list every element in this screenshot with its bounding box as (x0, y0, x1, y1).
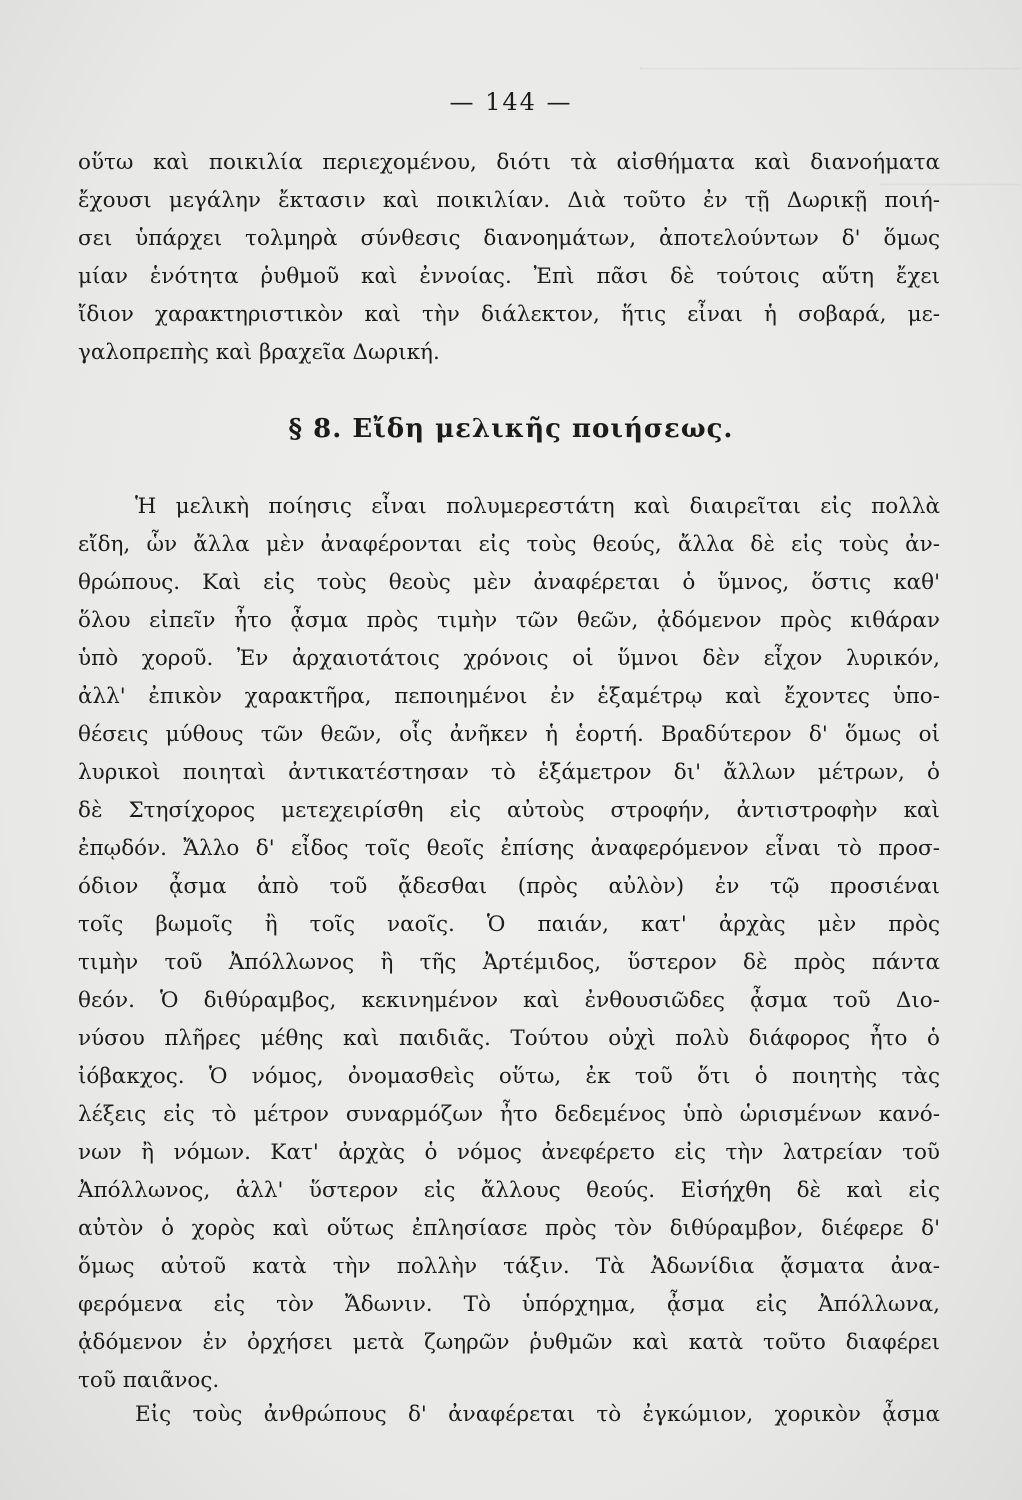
text-line: οὕτω καὶ ποικιλία περιεχομένου, διότι τὰ αἰσθήματα καὶ διανοήματα (78, 150, 940, 175)
text-line: θέσεις μύθους τῶν θεῶν, οἷς ἀνῆκεν ἡ ἑορτή. Βραδύτερον δ' ὅμως οἱ (78, 722, 940, 747)
text-line: φερόμενα εἰς τὸν Ἄδωνιν. Τὸ ὑπόρχημα, ᾆσμα εἰς Ἀπόλλωνα, (78, 1292, 940, 1317)
text-line: ἀλλ' ἐπικὸν χαρακτῆρα, πεποιημένοι ἐν ἑξαμέτρῳ καὶ ἔχοντες ὑπο- (78, 684, 940, 709)
text-line: εἴδη, ὧν ἄλλα μὲν ἀναφέρονται εἰς τοὺς θεούς, ἄλλα δὲ εἰς τοὺς ἀν- (78, 532, 940, 557)
text-line: δὲ Στησίχορος μετεχειρίσθη εἰς αὐτοὺς στροφήν, ἀντιστροφὴν καὶ (78, 798, 940, 823)
text-line: όδιον ᾆσμα ἀπὸ τοῦ ᾄδεσθαι (πρὸς αὐλὸν) ἐν τῷ προσιέναι (78, 874, 940, 899)
text-line: τοῖς βωμοῖς ἢ τοῖς ναοῖς. Ὁ παιάν, κατ' ἀρχὰς μὲν πρὸς (78, 912, 940, 937)
text-line: αὐτὸν ὁ χορὸς καὶ οὕτως ἐπλησίασε πρὸς τὸν διθύραμβον, διέφερε δ' (78, 1216, 940, 1241)
text-line: Ἡ μελικὴ ποίησις εἶναι πολυμερεστάτη καὶ διαιρεῖται εἰς πολλὰ (135, 494, 940, 519)
text-line: ἴδιον χαρακτηριστικὸν καὶ τὴν διάλεκτον, ἥτις εἶναι ἡ σοβαρά, με- (78, 302, 940, 327)
text-line: Εἰς τοὺς ἀνθρώπους δ' ἀναφέρεται τὸ ἐγκώμιον, χορικὸν ᾆσμα (135, 1402, 940, 1427)
text-line: σει ὑπάρχει τολμηρὰ σύνθεσις διανοημάτων, ἀποτελούντων δ' ὅμως (78, 226, 940, 251)
page-number: — 144 — (449, 88, 573, 116)
paragraph-2 (78, 488, 940, 1400)
text-line: νων ἢ νόμων. Κατ' ἀρχὰς ὁ νόμος ἀνεφέρετο εἰς τὴν λατρείαν τοῦ (78, 1140, 940, 1165)
text-line: μίαν ἑνότητα ῥυθμοῦ καὶ ἐννοίας. Ἐπὶ πᾶσι δὲ τούτοις αὕτη ἔχει (78, 264, 940, 289)
text-line: ἰόβακχος. Ὁ νόμος, ὀνομασθεὶς οὕτω, ἐκ τοῦ ὅτι ὁ ποιητὴς τὰς (78, 1064, 940, 1089)
text-line: Ἀπόλλωνος, ἀλλ' ὕστερον εἰς ἄλλους θεούς. Εἰσήχθη δὲ καὶ εἰς (78, 1178, 940, 1203)
text-line: τοῦ παιᾶνος. (78, 1368, 220, 1393)
text-line: ἐπῳδόν. Ἄλλο δ' εἶδος τοῖς θεοῖς ἐπίσης ἀναφερόμενον εἶναι τὸ προσ- (78, 836, 940, 861)
paragraph-3 (78, 1396, 940, 1434)
text-line: θρώπους. Καὶ εἰς τοὺς θεοὺς μὲν ἀναφέρεται ὁ ὕμνος, ὅστις καθ' (78, 570, 940, 595)
text-line: ᾀδόμενον ἐν ὀρχήσει μετὰ ζωηρῶν ῥυθμῶν καὶ κατὰ τοῦτο διαφέρει (78, 1330, 940, 1355)
bleed-through-texture (640, 40, 1020, 69)
text-line: τιμὴν τοῦ Ἀπόλλωνος ἢ τῆς Ἀρτέμιδος, ὕστερον δὲ πρὸς πάντα (78, 950, 940, 975)
text-line: ὅλου εἰπεῖν ἦτο ᾆσμα πρὸς τιμὴν τῶν θεῶν, ᾀδόμενον πρὸς κιθάραν (78, 608, 940, 633)
text-line: γαλοπρεπὴς καὶ βραχεῖα Δωρική. (78, 340, 440, 365)
text-line: θεόν. Ὁ διθύραμβος, κεκινημένον καὶ ἐνθουσιῶδες ᾆσμα τοῦ Διο- (78, 988, 940, 1013)
text-line: ἔχουσι μεγάλην ἔκτασιν καὶ ποικιλίαν. Διὰ τοῦτο ἐν τῇ Δωρικῇ ποιή- (78, 188, 940, 213)
text-line: λέξεις εἰς τὸ μέτρον συναρμόζων ἦτο δεδεμένος ὑπὸ ὡρισμένων κανό- (78, 1102, 940, 1127)
text-line: λυρικοὶ ποιηταὶ ἀντικατέστησαν τὸ ἑξάμετρον δι' ἄλλων μέτρων, ὁ (78, 760, 940, 785)
paragraph-1 (78, 144, 940, 372)
text-line: νύσου πλῆρες μέθης καὶ παιδιᾶς. Τούτου οὐχὶ πολὺ διάφορος ἦτο ὁ (78, 1026, 940, 1051)
text-line: ὅμως αὐτοῦ κατὰ τὴν πολλὴν τάξιν. Τὰ Ἀδωνίδια ᾄσματα ἀνα- (78, 1254, 940, 1279)
section-heading: § 8. Εἴδη μελικῆς ποιήσεως. (288, 414, 734, 444)
text-line: ὑπὸ χοροῦ. Ἐν ἀρχαιοτάτοις χρόνοις οἱ ὕμνοι δὲν εἶχον λυρικόν, (78, 646, 940, 671)
